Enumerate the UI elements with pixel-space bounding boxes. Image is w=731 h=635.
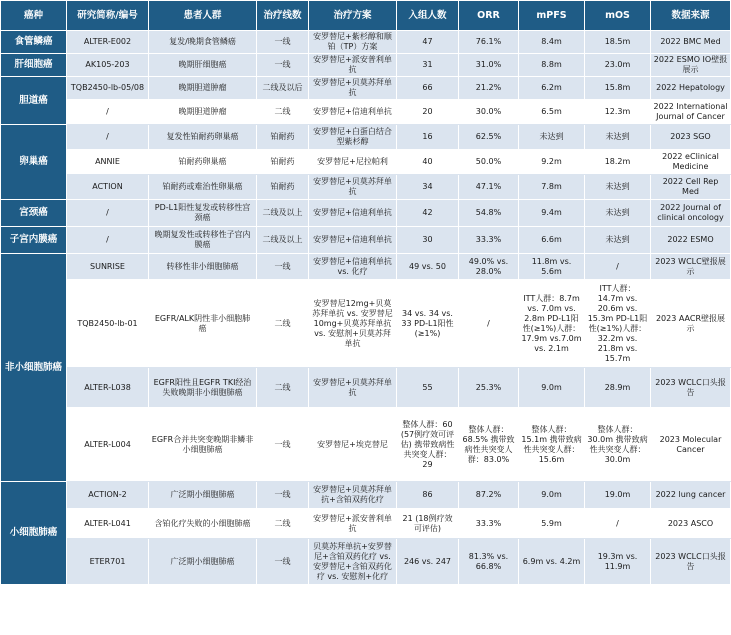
line-cell: 二线 bbox=[257, 509, 309, 539]
mos-cell: 整体人群：30.0m 携带致病性共突变人群：30.0m bbox=[585, 408, 651, 482]
mos-cell: / bbox=[585, 254, 651, 280]
mpfs-cell: 整体人群：15.1m 携带致病性共突变人群：15.6m bbox=[519, 408, 585, 482]
regimen-cell: 安罗替尼+贝莫苏拜单抗 bbox=[309, 368, 397, 408]
population-cell: 晚期复发性或转移性子宫内膜癌 bbox=[149, 227, 257, 254]
source-cell: 2022 eClinical Medicine bbox=[651, 150, 731, 175]
regimen-cell: 安罗替尼+贝莫苏拜单抗 bbox=[309, 175, 397, 200]
mpfs-cell: 8.8m bbox=[519, 54, 585, 77]
regimen-cell: 安罗替尼+白蛋白结合型紫杉醇 bbox=[309, 125, 397, 150]
mos-cell: 未达到 bbox=[585, 175, 651, 200]
regimen-cell: 安罗替尼+紫杉醇和顺铂（TP）方案 bbox=[309, 31, 397, 54]
source-cell: 2022 Cell Rep Med bbox=[651, 175, 731, 200]
line-cell: 铂耐药 bbox=[257, 175, 309, 200]
population-cell: 复发/晚期食管鳞癌 bbox=[149, 31, 257, 54]
mos-cell: 28.9m bbox=[585, 368, 651, 408]
col-header-cancer: 癌种 bbox=[1, 1, 67, 31]
header-row bbox=[1, 1, 731, 31]
orr-cell: 33.3% bbox=[459, 227, 519, 254]
enrolled-cell: 21 (18例疗效可评估) bbox=[397, 509, 459, 539]
line-cell: 二线 bbox=[257, 100, 309, 125]
enrolled-cell: 40 bbox=[397, 150, 459, 175]
enrolled-cell: 34 vs. 34 vs. 33 PD-L1阳性(≥1%) bbox=[397, 280, 459, 368]
source-cell: 2022 Journal of clinical oncology bbox=[651, 200, 731, 227]
mpfs-cell: 6.9m vs. 4.2m bbox=[519, 539, 585, 585]
table-row bbox=[1, 368, 731, 408]
orr-cell: 整体人群：68.5% 携带致病性共突变人群：83.0% bbox=[459, 408, 519, 482]
mpfs-cell: 5.9m bbox=[519, 509, 585, 539]
enrolled-cell: 34 bbox=[397, 175, 459, 200]
mpfs-cell: 6.5m bbox=[519, 100, 585, 125]
line-cell: 一线 bbox=[257, 482, 309, 509]
mos-cell: 未达到 bbox=[585, 200, 651, 227]
population-cell: EGFR/ALK阴性非小细胞肺癌 bbox=[149, 280, 257, 368]
enrolled-cell: 30 bbox=[397, 227, 459, 254]
col-header-source: 数据来源 bbox=[651, 1, 731, 31]
enrolled-cell: 31 bbox=[397, 54, 459, 77]
table-row bbox=[1, 200, 731, 227]
population-cell: 晚期胆道肿瘤 bbox=[149, 100, 257, 125]
mpfs-cell: 6.2m bbox=[519, 77, 585, 100]
mpfs-cell: ITT人群：8.7m vs. 7.0m vs. 2.8m PD-L1阳性(≥1%)人群：17.9m vs.7.0m vs. 2.1m bbox=[519, 280, 585, 368]
study-cell: ETER701 bbox=[67, 539, 149, 585]
table-row bbox=[1, 54, 731, 77]
population-cell: 广泛期小细胞肺癌 bbox=[149, 482, 257, 509]
table-row bbox=[1, 31, 731, 54]
mos-cell: 23.0m bbox=[585, 54, 651, 77]
mos-cell: 18.5m bbox=[585, 31, 651, 54]
population-cell: 复发性铂耐药卵巢癌 bbox=[149, 125, 257, 150]
regimen-cell: 安罗替尼+派安普利单抗 bbox=[309, 54, 397, 77]
study-cell: ACTION-2 bbox=[67, 482, 149, 509]
enrolled-cell: 整体人群：60 (57例疗效可评估) 携带致病性共突变人群：29 bbox=[397, 408, 459, 482]
category-cell: 宫颈癌 bbox=[1, 200, 67, 227]
orr-cell: 21.2% bbox=[459, 77, 519, 100]
table-row bbox=[1, 280, 731, 368]
col-header-enrolled: 入组人数 bbox=[397, 1, 459, 31]
mos-cell: 19.3m vs. 11.9m bbox=[585, 539, 651, 585]
enrolled-cell: 20 bbox=[397, 100, 459, 125]
enrolled-cell: 86 bbox=[397, 482, 459, 509]
orr-cell: 54.8% bbox=[459, 200, 519, 227]
line-cell: 铂耐药 bbox=[257, 150, 309, 175]
source-cell: 2022 Hepatology bbox=[651, 77, 731, 100]
regimen-cell: 安罗替尼+信迪利单抗 bbox=[309, 227, 397, 254]
col-header-line: 治疗线数 bbox=[257, 1, 309, 31]
table-row bbox=[1, 539, 731, 585]
category-cell: 食管鳞癌 bbox=[1, 31, 67, 54]
study-cell: ACTION bbox=[67, 175, 149, 200]
study-cell: ANNIE bbox=[67, 150, 149, 175]
study-cell: / bbox=[67, 100, 149, 125]
category-cell: 小细胞肺癌 bbox=[1, 482, 67, 585]
category-cell: 子宫内膜癌 bbox=[1, 227, 67, 254]
study-cell: / bbox=[67, 125, 149, 150]
line-cell: 一线 bbox=[257, 54, 309, 77]
population-cell: 广泛期小细胞肺癌 bbox=[149, 539, 257, 585]
source-cell: 2023 WCLC口头报告 bbox=[651, 368, 731, 408]
table-row bbox=[1, 227, 731, 254]
enrolled-cell: 55 bbox=[397, 368, 459, 408]
line-cell: 一线 bbox=[257, 539, 309, 585]
mpfs-cell: 未达到 bbox=[519, 125, 585, 150]
col-header-regimen: 治疗方案 bbox=[309, 1, 397, 31]
source-cell: 2022 ESMO IO壁报展示 bbox=[651, 54, 731, 77]
orr-cell: 49.0% vs. 28.0% bbox=[459, 254, 519, 280]
study-cell: TQB2450-lb-01 bbox=[67, 280, 149, 368]
table-row bbox=[1, 408, 731, 482]
study-cell: SUNRISE bbox=[67, 254, 149, 280]
line-cell: 二线 bbox=[257, 368, 309, 408]
population-cell: PD-L1阳性复发或转移性宫颈癌 bbox=[149, 200, 257, 227]
table-row bbox=[1, 254, 731, 280]
enrolled-cell: 47 bbox=[397, 31, 459, 54]
line-cell: 二线及以上 bbox=[257, 200, 309, 227]
regimen-cell: 安罗替尼+埃克替尼 bbox=[309, 408, 397, 482]
population-cell: 含铂化疗失败的小细胞肺癌 bbox=[149, 509, 257, 539]
study-cell: TQB2450-lb-05/08 bbox=[67, 77, 149, 100]
regimen-cell: 安罗替尼+派安普利单抗 bbox=[309, 509, 397, 539]
table-row bbox=[1, 482, 731, 509]
orr-cell: 50.0% bbox=[459, 150, 519, 175]
category-cell: 卵巢癌 bbox=[1, 125, 67, 200]
orr-cell: 81.3% vs. 66.8% bbox=[459, 539, 519, 585]
mpfs-cell: 6.6m bbox=[519, 227, 585, 254]
orr-cell: 87.2% bbox=[459, 482, 519, 509]
population-cell: EGFR阳性且EGFR TKI经治失败晚期非小细胞肺癌 bbox=[149, 368, 257, 408]
study-cell: ALTER-E002 bbox=[67, 31, 149, 54]
col-header-orr: ORR bbox=[459, 1, 519, 31]
table-row bbox=[1, 509, 731, 539]
source-cell: 2023 SGO bbox=[651, 125, 731, 150]
orr-cell: 47.1% bbox=[459, 175, 519, 200]
category-cell: 非小细胞肺癌 bbox=[1, 254, 67, 482]
mpfs-cell: 11.8m vs. 5.6m bbox=[519, 254, 585, 280]
population-cell: 铂耐药或难治性卵巢癌 bbox=[149, 175, 257, 200]
line-cell: 二线 bbox=[257, 280, 309, 368]
mpfs-cell: 9.4m bbox=[519, 200, 585, 227]
enrolled-cell: 49 vs. 50 bbox=[397, 254, 459, 280]
mos-cell: ITT人群：14.7m vs. 20.6m vs. 15.3m PD-L1阳性(≥1%)人群：32.2m vs. 21.8m vs. 15.7m bbox=[585, 280, 651, 368]
source-cell: 2022 lung cancer bbox=[651, 482, 731, 509]
source-cell: 2023 WCLC壁报展示 bbox=[651, 254, 731, 280]
mpfs-cell: 9.0m bbox=[519, 482, 585, 509]
mpfs-cell: 9.0m bbox=[519, 368, 585, 408]
orr-cell: 31.0% bbox=[459, 54, 519, 77]
table-row bbox=[1, 150, 731, 175]
mpfs-cell: 7.8m bbox=[519, 175, 585, 200]
table-row bbox=[1, 125, 731, 150]
study-cell: / bbox=[67, 227, 149, 254]
study-cell: AK105-203 bbox=[67, 54, 149, 77]
orr-cell: 62.5% bbox=[459, 125, 519, 150]
line-cell: 一线 bbox=[257, 254, 309, 280]
regimen-cell: 安罗替尼+尼拉帕利 bbox=[309, 150, 397, 175]
mos-cell: 18.2m bbox=[585, 150, 651, 175]
source-cell: 2022 ESMO bbox=[651, 227, 731, 254]
source-cell: 2023 ASCO bbox=[651, 509, 731, 539]
mos-cell: 未达到 bbox=[585, 125, 651, 150]
source-cell: 2023 Molecular Cancer bbox=[651, 408, 731, 482]
line-cell: 一线 bbox=[257, 408, 309, 482]
orr-cell: 25.3% bbox=[459, 368, 519, 408]
population-cell: EGFR合并共突变晚期非鳞非小细胞肺癌 bbox=[149, 408, 257, 482]
col-header-mos: mOS bbox=[585, 1, 651, 31]
col-header-mpfs: mPFS bbox=[519, 1, 585, 31]
study-cell: ALTER-L038 bbox=[67, 368, 149, 408]
enrolled-cell: 16 bbox=[397, 125, 459, 150]
mos-cell: 15.8m bbox=[585, 77, 651, 100]
mos-cell: 未达到 bbox=[585, 227, 651, 254]
line-cell: 二线及以上 bbox=[257, 227, 309, 254]
population-cell: 转移性非小细胞肺癌 bbox=[149, 254, 257, 280]
regimen-cell: 安罗替尼12mg+贝莫苏拜单抗 vs. 安罗替尼10mg+贝莫苏拜单抗 vs. 安慰剂+贝莫苏拜单抗 bbox=[309, 280, 397, 368]
orr-cell: 30.0% bbox=[459, 100, 519, 125]
regimen-cell: 安罗替尼+信迪利单抗 vs. 化疗 bbox=[309, 254, 397, 280]
source-cell: 2022 International Journal of Cancer bbox=[651, 100, 731, 125]
population-cell: 铂耐药卵巢癌 bbox=[149, 150, 257, 175]
enrolled-cell: 42 bbox=[397, 200, 459, 227]
mos-cell: 19.0m bbox=[585, 482, 651, 509]
col-header-study: 研究简称/编号 bbox=[67, 1, 149, 31]
population-cell: 晚期肝细胞癌 bbox=[149, 54, 257, 77]
mos-cell: / bbox=[585, 509, 651, 539]
mos-cell: 12.3m bbox=[585, 100, 651, 125]
category-cell: 胆道癌 bbox=[1, 77, 67, 125]
orr-cell: 33.3% bbox=[459, 509, 519, 539]
table-row bbox=[1, 175, 731, 200]
source-cell: 2022 BMC Med bbox=[651, 31, 731, 54]
enrolled-cell: 66 bbox=[397, 77, 459, 100]
source-cell: 2023 WCLC口头报告 bbox=[651, 539, 731, 585]
regimen-cell: 安罗替尼+贝莫苏拜单抗+含铂双药化疗 bbox=[309, 482, 397, 509]
line-cell: 二线及以后 bbox=[257, 77, 309, 100]
regimen-cell: 贝莫苏拜单抗+安罗替尼+含铂双药化疗 vs. 安罗替尼+含铂双药化疗 vs. 安慰剂+化疗 bbox=[309, 539, 397, 585]
source-cell: 2023 AACR壁报展示 bbox=[651, 280, 731, 368]
regimen-cell: 安罗替尼+信迪利单抗 bbox=[309, 100, 397, 125]
line-cell: 铂耐药 bbox=[257, 125, 309, 150]
study-cell: ALTER-L041 bbox=[67, 509, 149, 539]
table-row bbox=[1, 77, 731, 100]
orr-cell: 76.1% bbox=[459, 31, 519, 54]
category-cell: 肝细胞癌 bbox=[1, 54, 67, 77]
regimen-cell: 安罗替尼+贝莫苏拜单抗 bbox=[309, 77, 397, 100]
population-cell: 晚期胆道肿瘤 bbox=[149, 77, 257, 100]
regimen-cell: 安罗替尼+信迪利单抗 bbox=[309, 200, 397, 227]
study-cell: ALTER-L004 bbox=[67, 408, 149, 482]
study-cell: / bbox=[67, 200, 149, 227]
mpfs-cell: 9.2m bbox=[519, 150, 585, 175]
table-row bbox=[1, 100, 731, 125]
line-cell: 一线 bbox=[257, 31, 309, 54]
mpfs-cell: 8.4m bbox=[519, 31, 585, 54]
enrolled-cell: 246 vs. 247 bbox=[397, 539, 459, 585]
col-header-population: 患者人群 bbox=[149, 1, 257, 31]
orr-cell: / bbox=[459, 280, 519, 368]
